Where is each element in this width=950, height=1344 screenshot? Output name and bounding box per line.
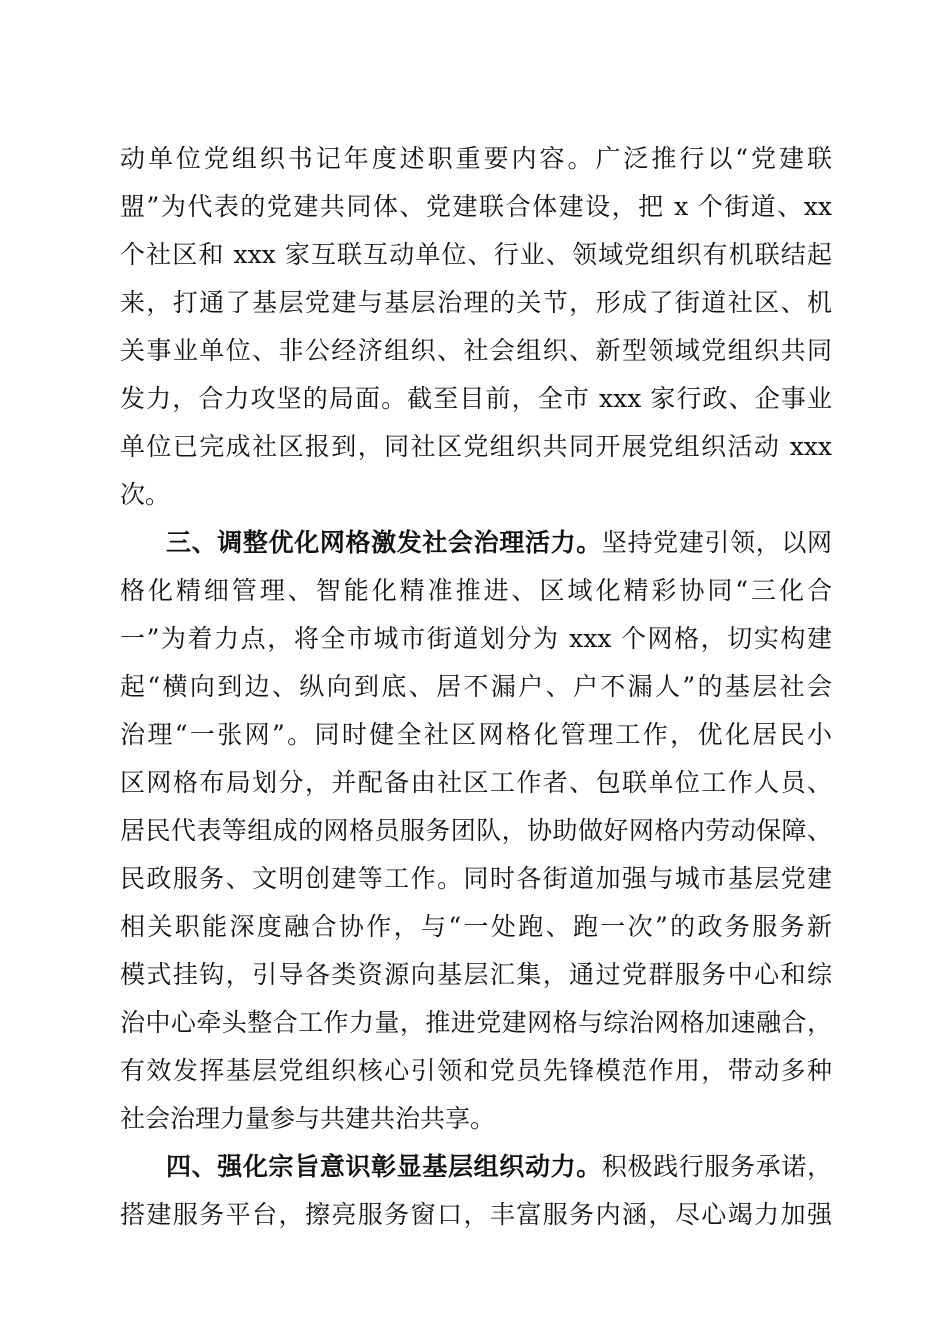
paragraph-2-line-3: 一”为着力点，将全市城市街道划分为 xxx 个网格，切实构建	[120, 624, 832, 653]
paragraph-2-line-5: 治理“一张网”。同时健全社区网格化管理工作，优化居民小	[120, 720, 832, 749]
paragraph-1-line-8: 次。	[120, 480, 171, 509]
paragraph-1-line-3: 个社区和 xxx 家互联互动单位、行业、领域党组织有机联结起	[120, 240, 832, 269]
paragraph-2-first-line	[166, 525, 832, 561]
paragraph-1-line-5: 关事业单位、非公经济组织、社会组织、新型领域党组织共同	[120, 336, 832, 365]
paragraph-2-line-8: 民政服务、文明创建等工作。同时各街道加强与城市基层党建	[120, 864, 832, 893]
paragraph-2-line-10: 模式挂钩，引导各类资源向基层汇集，通过党群服务中心和综	[120, 960, 832, 989]
paragraph-3-line-2: 搭建服务平台，擦亮服务窗口，丰富服务内涵，尽心竭力加强	[120, 1200, 832, 1229]
paragraph-2-line-9: 相关职能深度融合协作，与“一处跑、跑一次”的政务服务新	[120, 912, 832, 941]
paragraph-2-line-13: 社会治理力量参与共建共治共享。	[120, 1104, 496, 1133]
paragraph-1-line-2: 盟”为代表的党建共同体、党建联合体建设，把 x 个街道、xx	[120, 192, 832, 221]
paragraph-1-line-7: 单位已完成社区报到，同社区党组织共同开展党组织活动 xxx	[120, 432, 832, 461]
paragraph-3-first-line	[166, 1149, 832, 1185]
paragraph-2-line-11: 治中心牵头整合工作力量，推进党建网格与综治网格加速融合，	[120, 1008, 832, 1037]
paragraph-3-first-line-text: 积极践行服务承诺，	[601, 1152, 832, 1181]
section-heading-4: 四、强化宗旨意识彰显基层组织动力。	[166, 1152, 602, 1181]
paragraph-1-line-6: 发力，合力攻坚的局面。截至目前，全市 xxx 家行政、企事业	[120, 384, 832, 413]
section-heading-3: 三、调整优化网格激发社会治理活力。	[166, 528, 602, 557]
paragraph-1-line-1: 动单位党组织书记年度述职重要内容。广泛推行以“党建联	[120, 144, 832, 173]
paragraph-2-line-12: 有效发挥基层党组织核心引领和党员先锋模范作用，带动多种	[120, 1056, 832, 1085]
paragraph-2-first-line-text: 坚持党建引领，以网	[601, 528, 832, 557]
paragraph-1-line-4: 来，打通了基层党建与基层治理的关节，形成了街道社区、机	[120, 288, 832, 317]
paragraph-2-line-6: 区网格布局划分，并配备由社区工作者、包联单位工作人员、	[120, 768, 832, 797]
paragraph-2-line-4: 起“横向到边、纵向到底、居不漏户、户不漏人”的基层社会	[120, 672, 832, 701]
paragraph-2-line-2: 格化精细管理、智能化精准推进、区域化精彩协同“三化合	[120, 576, 832, 605]
paragraph-2-line-7: 居民代表等组成的网格员服务团队，协助做好网格内劳动保障、	[120, 816, 832, 845]
